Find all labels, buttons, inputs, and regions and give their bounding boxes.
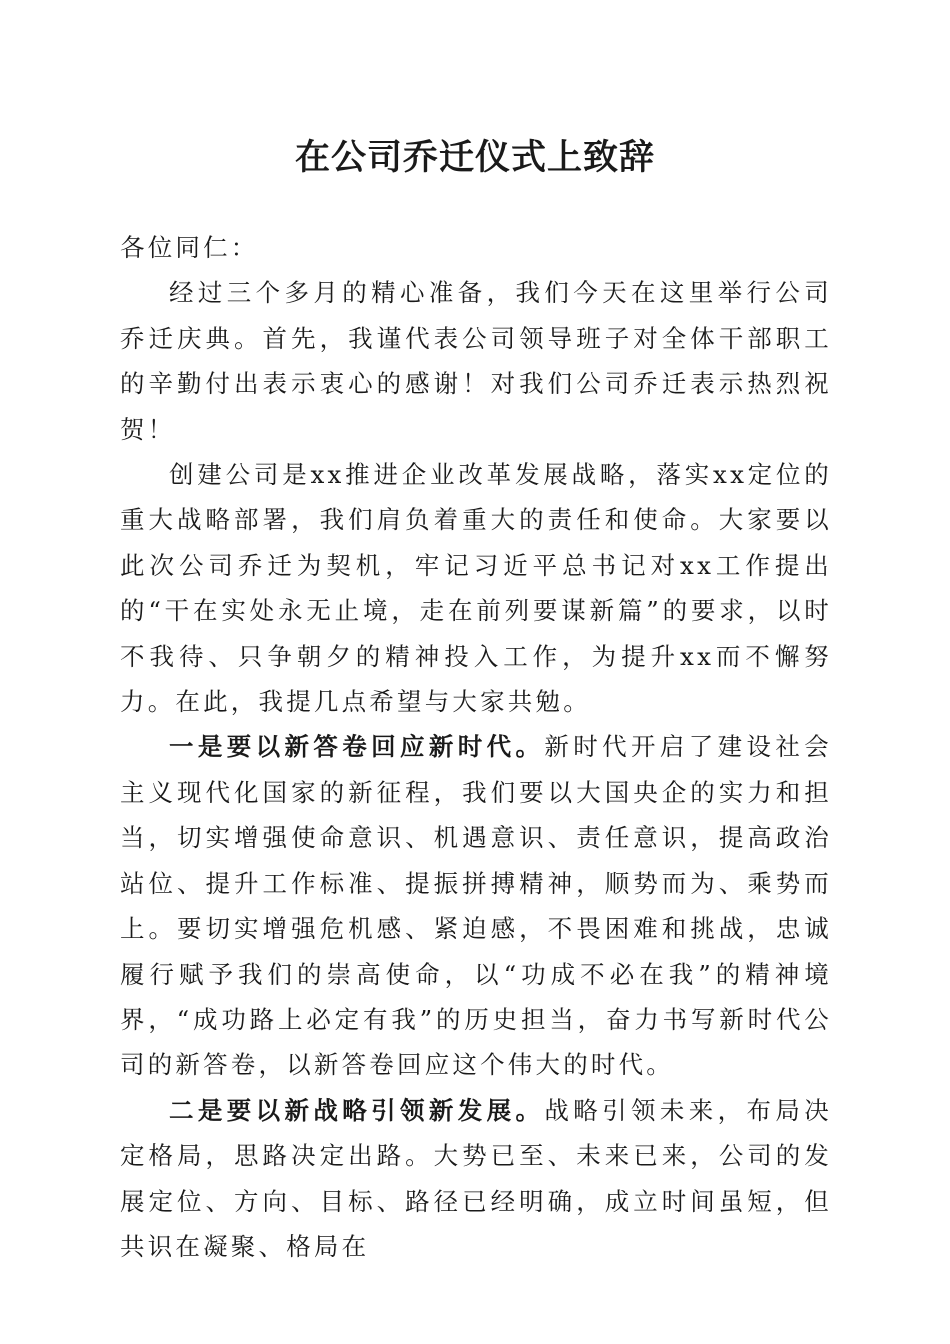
paragraph-text: 经过三个多月的精心准备，我们今天在这里举行公司乔迁庆典。首先，我谨代表公司领导班子对全体干部职工的辛勤付出表示衷心的感谢！对我们公司乔迁表示热烈祝贺！ <box>120 278 832 444</box>
paragraph-3 <box>120 724 832 1087</box>
document-title: 在公司乔迁仪式上致辞 <box>294 137 655 178</box>
paragraph-1 <box>120 270 832 452</box>
paragraph-lead: 二是要以新战略引领新发展。 <box>169 1095 545 1125</box>
document-body <box>120 225 832 1269</box>
paragraph-text: 创建公司是xx推进企业改革发展战略，落实xx定位的重大战略部署，我们肩负着重大的责任和使命。大家要以此次公司乔迁为契机，牢记习近平总书记对xx工作提出的“干在实处永无止境，走在前列要谋新篇”的要求，以时不我待、只争朝夕的精神投入工作，为提升xx而不懈努力。在此，我提几点希望与大家共勉。 <box>120 460 832 717</box>
paragraph-4 <box>120 1088 832 1270</box>
paragraph-2 <box>120 452 832 724</box>
paragraph-text: 战略引领未来，布局决定格局，思路决定出路。大势已至、未来已来，公司的发展定位、方向、目标、路径已经明确，成立时间虽短，但共识在凝聚、格局在 <box>120 1095 832 1261</box>
paragraph-lead: 一是要以新答卷回应新时代。 <box>169 732 545 762</box>
greeting: 各位同仁： <box>120 233 259 262</box>
paragraph-text: 新时代开启了建设社会主义现代化国家的新征程，我们要以大国央企的实力和担当，切实增强使命意识、机遇意识、责任意识，提高政治站位、提升工作标准、提振拼搏精神，顺势而为、乘势而上。要切实增强危机感、紧迫感，不畏困难和挑战，忠诚履行赋予我们的崇高使命，以“功成不必在我”的精神境界，“成功路上必定有我”的历史担当，奋力书写新时代公司的新答卷，以新答卷回应这个伟大的时代。 <box>120 732 832 1080</box>
